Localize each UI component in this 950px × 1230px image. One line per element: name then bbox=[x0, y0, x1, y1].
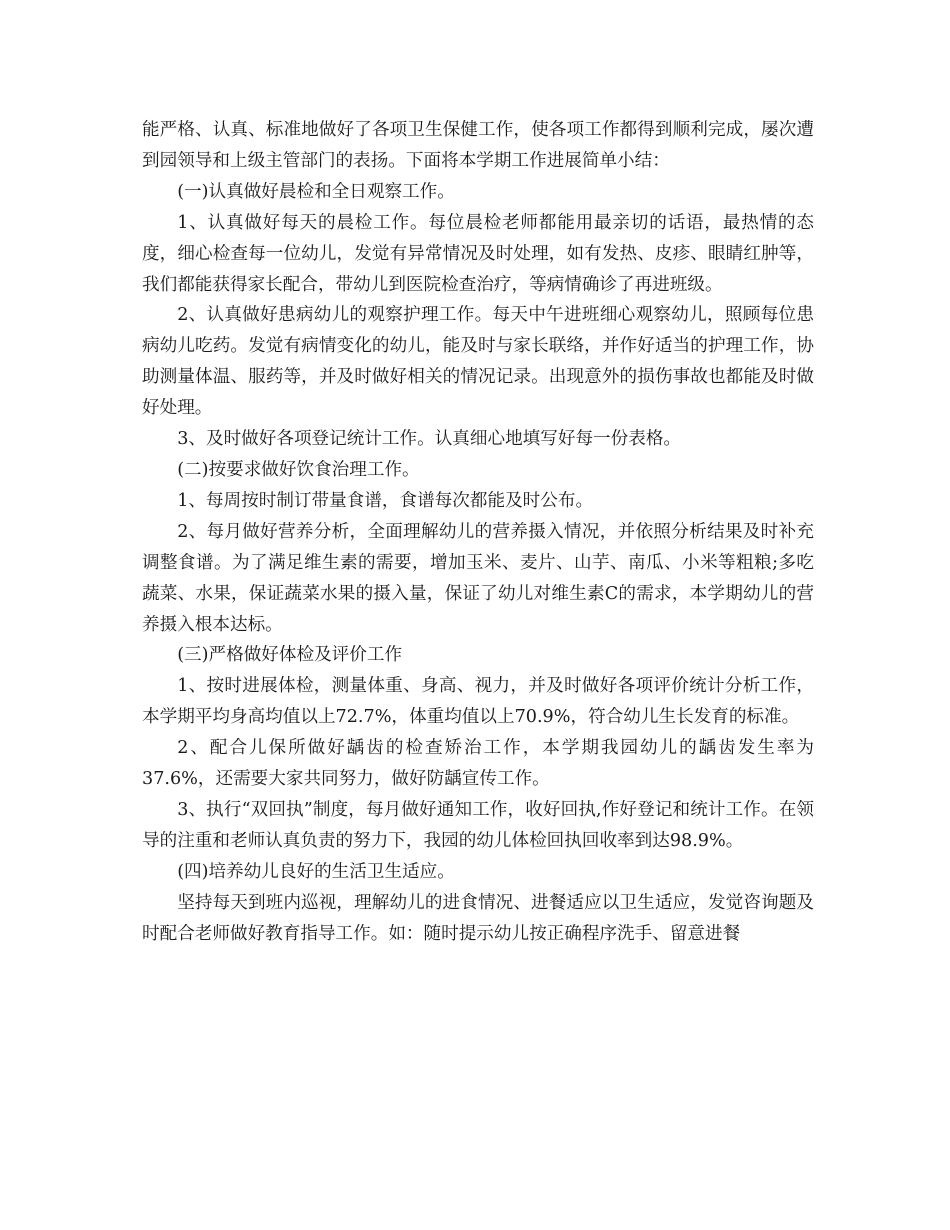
section-heading-2: (二)按要求做好饮食治理工作。 bbox=[177, 459, 420, 480]
paragraph-1-2: 2、认真做好患病幼儿的观察护理工作。每天中午进班细心观察幼儿，照顾每位患病幼儿吃药。发觉有病情变化的幼儿，能及时与家长联络，并作好适当的护理工作，协助测量体温、服药等，并及时做好相关的情况记录。出现意外的损伤事故也都能及时做好处理。 bbox=[142, 305, 814, 419]
section-heading-1: (一)认真做好晨检和全日观察工作。 bbox=[177, 181, 455, 202]
section-heading-4: (四)培养幼儿良好的生活卫生适应。 bbox=[177, 861, 455, 882]
paragraph-3-2: 2、配合儿保所做好龋齿的检查矫治工作，本学期我园幼儿的龋齿发生率为37.6%，还需要大家共同努力，做好防龋宣传工作。 bbox=[142, 738, 814, 790]
paragraph-4-1: 坚持每天到班内巡视，理解幼儿的进食情况、进餐适应以卫生适应，发觉咨询题及时配合老师做好教育指导工作。如：随时提示幼儿按正确程序洗手、留意进餐 bbox=[142, 892, 814, 944]
paragraph-1-3: 3、及时做好各项登记统计工作。认真细心地填写好每一份表格。 bbox=[177, 429, 682, 450]
section-heading-3: (三)严格做好体检及评价工作 bbox=[177, 645, 403, 666]
document-body bbox=[142, 115, 814, 949]
paragraph-3-3: 3、执行“双回执”制度，每月做好通知工作，收好回执,作好登记和统计工作。在领导的注重和老师认真负责的努力下，我园的幼儿体检回执回收率到达98.9%。 bbox=[142, 799, 814, 851]
paragraph-2-2: 2、每月做好营养分析，全面理解幼儿的营养摄入情况，并依照分析结果及时补充调整食谱。为了满足维生素的需要，增加玉米、麦片、山芋、南瓜、小米等粗粮;多吃蔬菜、水果，保证蔬菜水果的摄入量，保证了幼儿对维生素C的需求，本学期幼儿的营养摄入根本达标。 bbox=[142, 521, 814, 635]
paragraph-2-1: 1、每周按时制订带量食谱，食谱每次都能及时公布。 bbox=[177, 490, 594, 511]
paragraph-1-1: 1、认真做好每天的晨检工作。每位晨检老师都能用最亲切的话语，最热情的态度，细心检查每一位幼儿，发觉有异常情况及时处理，如有发热、皮疹、眼睛红肿等，我们都能获得家长配合，带幼儿到医院检查治疗，等病情确诊了再进班级。 bbox=[142, 212, 814, 295]
paragraph-intro: 能严格、认真、标准地做好了各项卫生保健工作，使各项工作都得到顺利完成，屡次遭到园领导和上级主管部门的表扬。下面将本学期工作进展简单小结： bbox=[142, 120, 814, 171]
paragraph-3-1: 1、按时进展体检，测量体重、身高、视力，并及时做好各项评价统计分析工作，本学期平均身高均值以上72.7%，体重均值以上70.9%，符合幼儿生长发育的标准。 bbox=[142, 676, 814, 728]
